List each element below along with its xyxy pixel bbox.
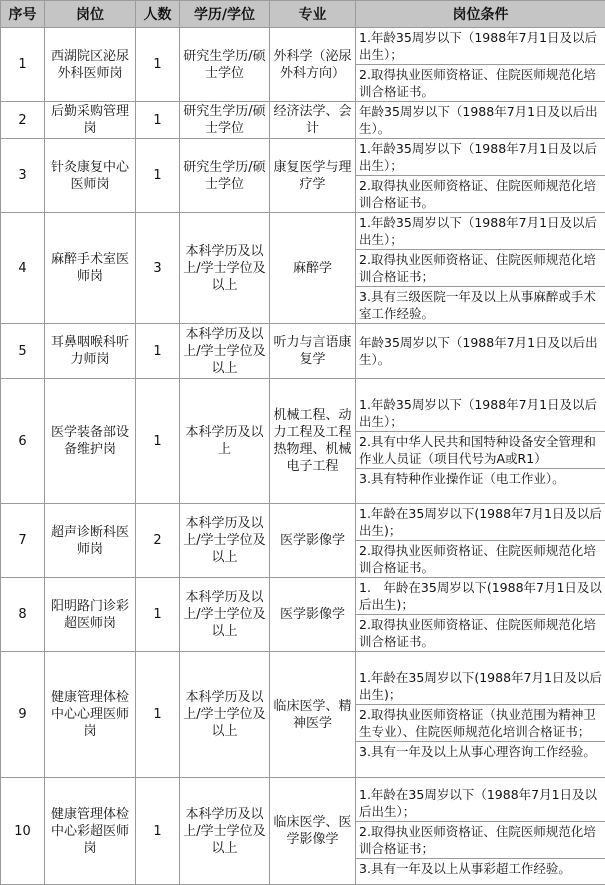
header-count: 人数 [136,1,180,28]
requirements [356,324,605,379]
requirement-item: 3.具有一年及以上从事心理咨询工作经验。 [356,742,605,761]
post-name: 阳明路门诊彩超医师岗 [45,578,136,652]
table-row [1,28,605,102]
row-number: 3 [1,139,45,213]
requirement-item: 2.取得执业医师资格证、住院医师规范化培训合格证书。 [356,541,605,577]
header-post: 岗位 [45,1,136,28]
education: 研究生学历/硕士学位 [180,28,270,102]
table-row [1,578,605,652]
requirement-item: 2.取得执业医师资格证（执业范围为精神卫生专业）、住院医师规范化培训合格证书； [356,705,605,742]
row-number: 9 [1,652,45,778]
row-number: 8 [1,578,45,652]
row-number: 6 [1,379,45,504]
table-row [1,102,605,139]
requirement-item: 1.年龄35周岁以下（1988年7月1日及以后出生）； [356,213,605,250]
post-name: 麻醉手术室医师岗 [45,213,136,324]
education: 本科学历及以上 [180,379,270,504]
row-number: 1 [1,28,45,102]
requirement-item: 1.年龄35周岁以下（1988年7月1日及以后出生）； [356,139,605,176]
requirements [356,139,605,213]
requirement-item: 1.年龄35周岁以下（1988年7月1日及以后出生）； [356,28,605,65]
requirements [356,504,605,578]
headcount: 1 [136,652,180,778]
requirement-item: 2.取得执业医师资格证、住院医师规范化培训合格证书； [356,822,605,859]
requirement-item: 2.取得执业医师资格证、住院医师规范化培训合格证书。 [356,615,605,651]
row-number: 4 [1,213,45,324]
requirement-item: 年龄35周岁以下（1988年7月1日及以后出生）。 [356,333,605,369]
headcount: 1 [136,139,180,213]
major: 外科学（泌尿外科方向） [270,28,356,102]
education: 本科学历及以上/学士学位及以上 [180,504,270,578]
requirements [356,213,605,324]
post-name: 超声诊断科医师岗 [45,504,136,578]
major: 听力与言语康复学 [270,324,356,379]
requirement-item: 1.年龄在35周岁以下（1988年7月1日及以后出生）； [356,785,605,822]
requirement-item: 2.具有中华人民共和国特种设备安全管理和作业人员证（项目代号为A或R1） [356,432,605,469]
requirement-item: 年龄35周岁以下（1988年7月1日及以后出生）。 [356,102,605,138]
header-education: 学历/学位 [180,1,270,28]
education: 本科学历及以上/学士学位及以上 [180,578,270,652]
header-requirements: 岗位条件 [356,1,605,28]
post-name: 耳鼻咽喉科听力师岗 [45,324,136,379]
table-row [1,324,605,379]
post-name: 健康管理体检中心彩超医师岗 [45,778,136,885]
major: 临床医学、医学影像学 [270,778,356,885]
header-row [1,1,605,28]
major: 麻醉学 [270,213,356,324]
post-name: 西湖院区泌尿外科医师岗 [45,28,136,102]
table-row [1,139,605,213]
requirements [356,28,605,102]
row-number: 5 [1,324,45,379]
requirement-item: 2.取得执业医师资格证、住院医师规范化培训合格证书。 [356,176,605,212]
education: 研究生学历/硕士学位 [180,139,270,213]
requirement-item: 1.年龄在35周岁以下(1988年7月1日及以后出生)； [356,504,605,541]
education: 本科学历及以上/学士学位及以上 [180,778,270,885]
table-row [1,652,605,778]
requirement-item: 3.具有一年及以上从事彩超工作经验。 [356,859,605,878]
requirement-item: 3.具有特种作业操作证（电工作业）。 [356,469,605,488]
row-number: 10 [1,778,45,885]
major: 机械工程、动力工程及工程热物理、机械电子工程 [270,379,356,504]
major: 经济法学、会计 [270,102,356,139]
requirements [356,578,605,652]
requirements [356,102,605,139]
major: 康复医学与理疗学 [270,139,356,213]
header-no: 序号 [1,1,45,28]
post-name: 健康管理体检中心心理医师岗 [45,652,136,778]
table-row [1,379,605,504]
major: 临床医学、精神医学 [270,652,356,778]
requirements [356,379,605,504]
header-major: 专业 [270,1,356,28]
headcount: 2 [136,504,180,578]
table-row [1,213,605,324]
headcount: 1 [136,324,180,379]
headcount: 3 [136,213,180,324]
post-name: 医学装备部设备维护岗 [45,379,136,504]
major: 医学影像学 [270,578,356,652]
row-number: 2 [1,102,45,139]
requirement-item: 1.年龄在35周岁以下(1988年7月1日及以后出生)； [356,668,605,705]
requirement-item: 1. 年龄在35周岁以下(1988年7月1日及以后出生)； [356,578,605,615]
requirements [356,778,605,885]
table-row [1,778,605,885]
post-name: 后勤采购管理岗 [45,102,136,139]
requirement-item: 2.取得执业医师资格证、住院医师规范化培训合格证书。 [356,65,605,101]
education: 本科学历及以上/学士学位及以上 [180,213,270,324]
headcount: 1 [136,102,180,139]
education: 研究生学历/硕士学位 [180,102,270,139]
headcount: 1 [136,379,180,504]
education: 本科学历及以上/学士学位及以上 [180,324,270,379]
major: 医学影像学 [270,504,356,578]
headcount: 1 [136,778,180,885]
requirements [356,652,605,778]
headcount: 1 [136,578,180,652]
table-row [1,504,605,578]
headcount: 1 [136,28,180,102]
requirement-item: 3.具有三级医院一年及以上从事麻醉或手术室工作经验。 [356,287,605,323]
post-name: 针灸康复中心医师岗 [45,139,136,213]
requirement-item: 1.年龄35周岁以下（1988年7月1日及以后出生）； [356,395,605,432]
requirement-item: 2.取得执业医师资格证、住院医师规范化培训合格证书； [356,250,605,287]
education: 本科学历及以上/学士学位及以上 [180,652,270,778]
row-number: 7 [1,504,45,578]
